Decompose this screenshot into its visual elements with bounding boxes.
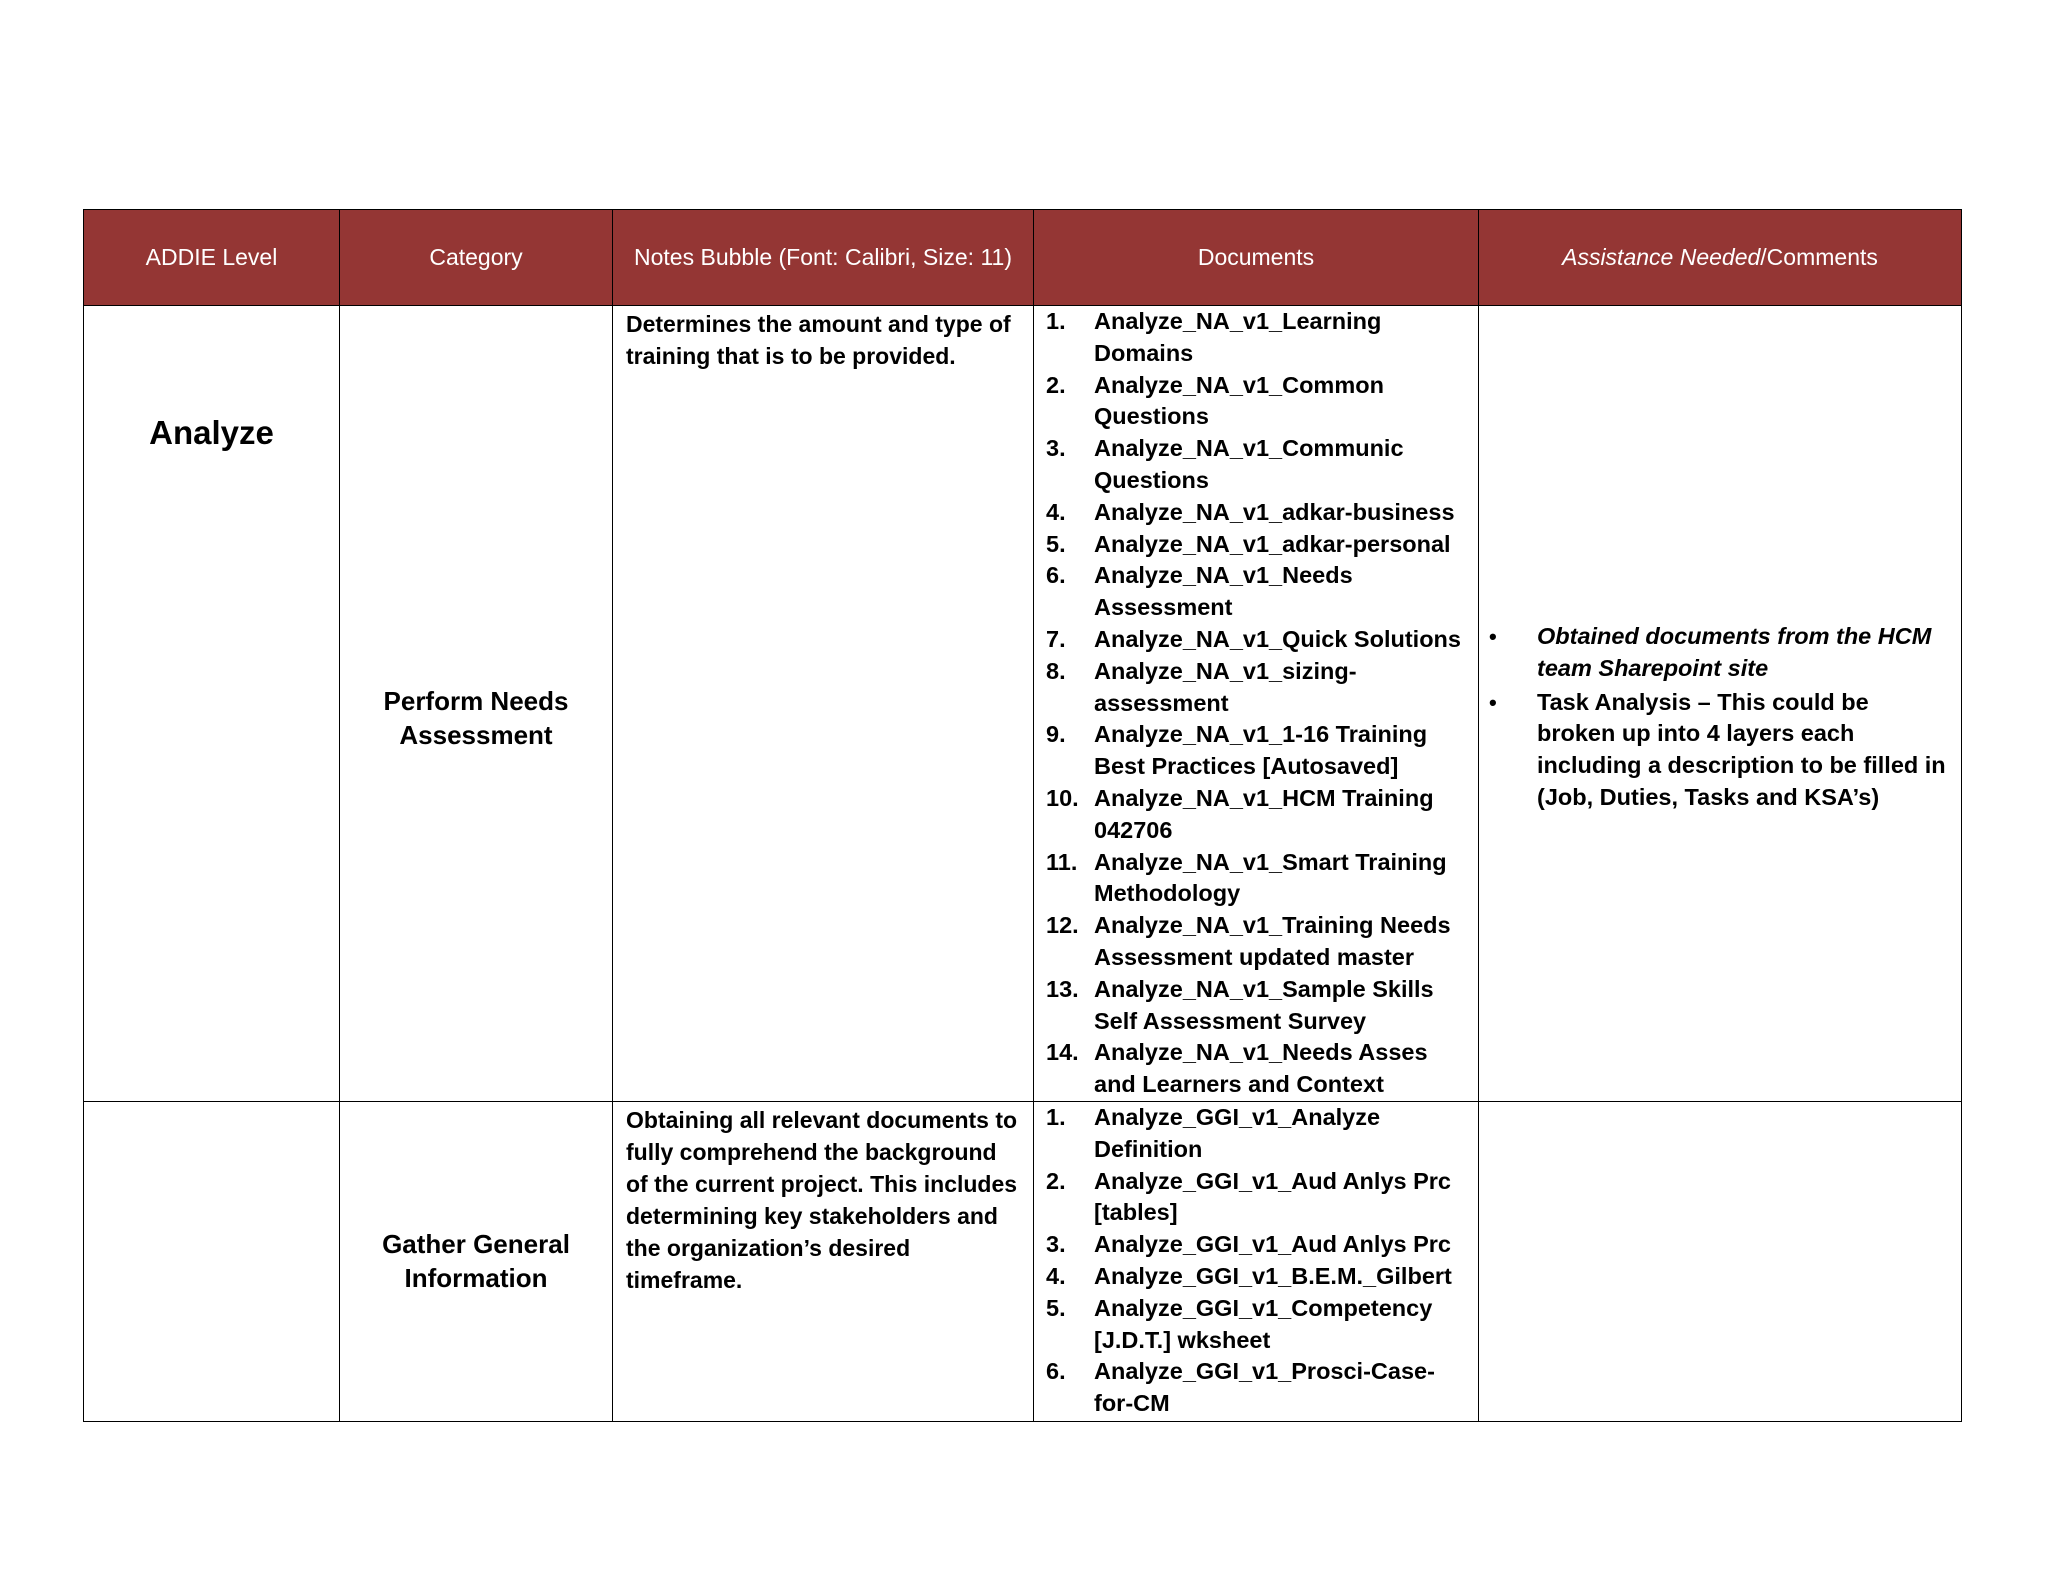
- addie-level-cell: [84, 306, 340, 1102]
- document-item: [1046, 719, 1470, 783]
- document-number: 9.: [1046, 721, 1066, 748]
- document-number: 11.: [1046, 848, 1078, 875]
- document-name: Analyze_NA_v1_adkar-personal: [1094, 530, 1451, 557]
- document-number: 1.: [1046, 1103, 1066, 1130]
- document-name: Analyze_GGI_v1_Aud Anlys Prc: [1094, 1231, 1451, 1258]
- document-item: [1046, 433, 1470, 497]
- document-item: [1046, 497, 1470, 529]
- category-label: Gather General: [382, 1228, 570, 1259]
- documents-list: [1046, 1102, 1470, 1420]
- document-number: 3.: [1046, 1231, 1066, 1258]
- header-addie-level: ADDIE Level: [84, 210, 340, 306]
- bullet-icon: •: [1489, 624, 1497, 650]
- comments-cell: [1479, 1101, 1962, 1421]
- document-name: Analyze_NA_v1_Learning Domains: [1094, 308, 1382, 366]
- document-name: Analyze_NA_v1_adkar-business: [1094, 498, 1455, 525]
- category-cell: [340, 1101, 613, 1421]
- document-number: 2.: [1046, 371, 1066, 398]
- category-label: Assessment: [399, 719, 553, 750]
- category-label: Perform Needs: [383, 685, 569, 716]
- document-item: [1046, 370, 1470, 434]
- document-item: [1046, 1293, 1470, 1357]
- document-name: Analyze_NA_v1_sizing-assessment: [1094, 657, 1357, 716]
- document-item: [1046, 1356, 1470, 1420]
- document-number: 2.: [1046, 1167, 1066, 1194]
- notes-cell: Obtaining all relevant documents to fully comprehend the background of the current project. This includes determining key stakeholders and the organization’s desired timeframe.: [613, 1101, 1034, 1421]
- document-name: Analyze_NA_v1_1-16 Training Best Practices [Autosaved]: [1094, 721, 1428, 780]
- document-item: [1046, 1037, 1470, 1101]
- comment-text: Obtained documents from the HCM team Sharepoint site: [1537, 623, 1932, 681]
- notes-cell: Determines the amount and type of training that is to be provided.: [613, 306, 1034, 1102]
- document-number: 5.: [1046, 1294, 1066, 1321]
- comments-list: [1489, 621, 1947, 814]
- document-number: 4.: [1046, 1262, 1066, 1289]
- document-name: Analyze_NA_v1_Communic Questions: [1094, 435, 1404, 493]
- header-assistance-rest: /Comments: [1760, 243, 1878, 270]
- comment-text: Task Analysis – This could be broken up into 4 layers each including a description to be filled in (Job, Duties, Tasks and KSA’s): [1537, 688, 1946, 811]
- document-item: [1046, 624, 1470, 656]
- header-category: Category: [340, 210, 613, 306]
- document-name: Analyze_NA_v1_Smart Training Methodology: [1094, 848, 1447, 907]
- document-number: 5.: [1046, 530, 1066, 557]
- document-item: [1046, 847, 1470, 911]
- table-row: [84, 306, 1962, 1102]
- addie-level-cell: [84, 1101, 340, 1421]
- document-number: 13.: [1046, 975, 1079, 1002]
- document-number: 6.: [1046, 562, 1066, 589]
- document-item: [1046, 1229, 1470, 1261]
- category-label: Information: [404, 1262, 548, 1293]
- addie-table: [83, 209, 1962, 1422]
- document-number: 12.: [1046, 912, 1079, 939]
- document-name: Analyze_GGI_v1_Prosci-Case-for-CM: [1094, 1358, 1435, 1417]
- document-item: [1046, 1166, 1470, 1230]
- table-row: [84, 1101, 1962, 1421]
- document-number: 8.: [1046, 657, 1066, 684]
- document-item: [1046, 560, 1470, 624]
- table-header-row: [84, 210, 1962, 306]
- document-name: Analyze_NA_v1_Quick Solutions: [1094, 625, 1461, 652]
- document-number: 6.: [1046, 1358, 1066, 1385]
- document-number: 3.: [1046, 435, 1066, 462]
- comment-item: [1489, 621, 1947, 685]
- header-assistance: [1479, 210, 1962, 306]
- bullet-icon: •: [1489, 689, 1497, 715]
- document-item: [1046, 974, 1470, 1038]
- documents-cell: [1034, 1101, 1479, 1421]
- document-item: [1046, 783, 1470, 847]
- header-documents: Documents: [1034, 210, 1479, 306]
- documents-list: [1046, 306, 1470, 1101]
- category-cell: [340, 306, 613, 1102]
- document-name: Analyze_GGI_v1_Competency [J.D.T.] wksheet: [1094, 1294, 1433, 1353]
- addie-level-label: Analyze: [149, 414, 274, 451]
- document-name: Analyze_GGI_v1_B.E.M._Gilbert: [1094, 1262, 1452, 1289]
- documents-cell: [1034, 306, 1479, 1102]
- document-name: Analyze_GGI_v1_Aud Anlys Prc [tables]: [1094, 1167, 1451, 1226]
- document-name: Analyze_NA_v1_Needs Asses and Learners and Context: [1094, 1039, 1428, 1098]
- document-number: 1.: [1046, 308, 1066, 334]
- document-item: [1046, 656, 1470, 720]
- header-assistance-italic: Assistance Needed: [1562, 243, 1761, 270]
- document-number: 10.: [1046, 784, 1079, 811]
- document-number: 4.: [1046, 498, 1066, 525]
- document-item: [1046, 529, 1470, 561]
- document-number: 14.: [1046, 1039, 1079, 1066]
- document-number: 7.: [1046, 625, 1066, 652]
- document-item: [1046, 306, 1470, 370]
- comments-cell: [1479, 306, 1962, 1102]
- header-notes: Notes Bubble (Font: Calibri, Size: 11): [613, 210, 1034, 306]
- document-item: [1046, 1261, 1470, 1293]
- document-name: Analyze_NA_v1_Training Needs Assessment updated master: [1094, 912, 1451, 970]
- document-name: Analyze_NA_v1_HCM Training 042706: [1094, 784, 1434, 843]
- document-name: Analyze_GGI_v1_Analyze Definition: [1094, 1103, 1381, 1162]
- document-name: Analyze_NA_v1_Needs Assessment: [1094, 562, 1353, 621]
- document-name: Analyze_NA_v1_Sample Skills Self Assessment Survey: [1094, 975, 1434, 1034]
- comment-item: [1489, 687, 1947, 814]
- document-item: [1046, 910, 1470, 974]
- document-item: [1046, 1102, 1470, 1166]
- document-name: Analyze_NA_v1_Common Questions: [1094, 371, 1384, 430]
